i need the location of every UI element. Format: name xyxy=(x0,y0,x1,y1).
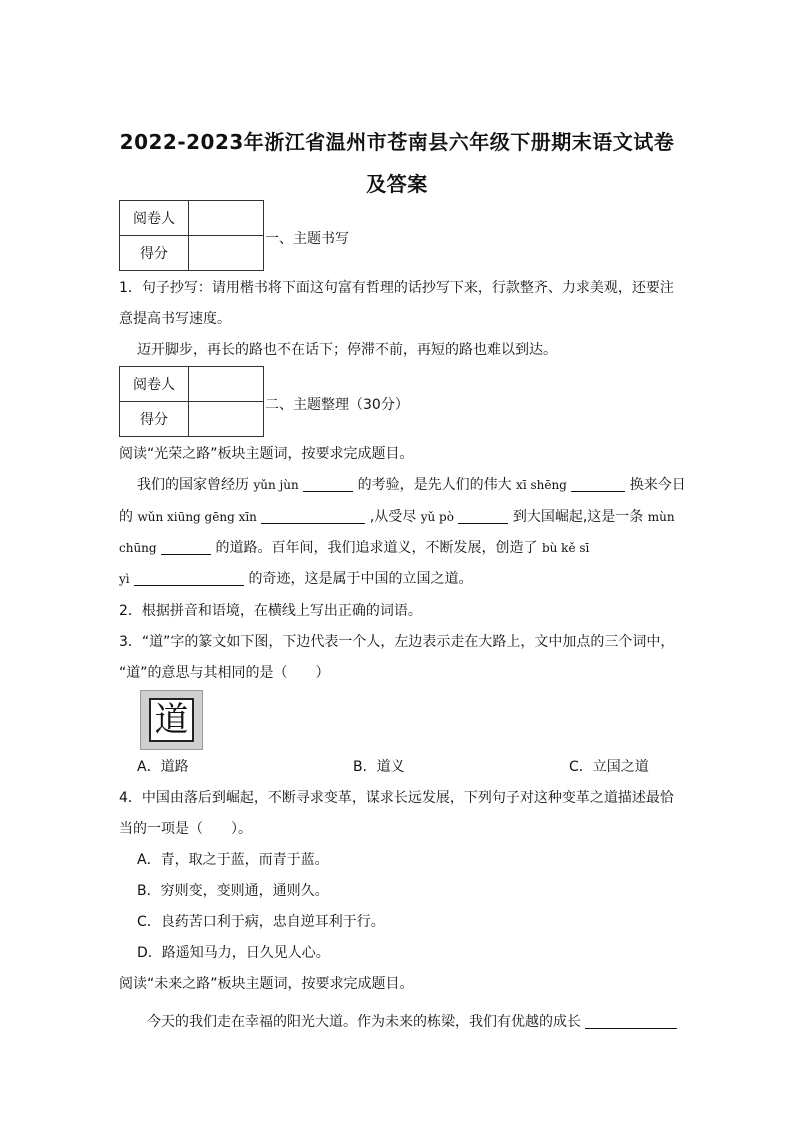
q3-option-c[interactable]: C．立国之道 xyxy=(569,759,649,775)
passage-line-4 xyxy=(119,564,679,595)
q4-option-d[interactable]: D．路遥知马力，日久见人心。 xyxy=(137,945,330,961)
reading-intro-2: 阅读“未来之路”板块主题词，按要求完成题目。 xyxy=(119,976,414,992)
score-label: 得分 xyxy=(120,236,189,271)
passage-text: 的 xyxy=(119,509,133,525)
reviewer-cell xyxy=(189,201,264,236)
passage-text: ,从受尽 xyxy=(369,509,417,525)
pinyin-3: wǔn xiūng gēng xīn xyxy=(137,510,257,524)
score-label: 得分 xyxy=(120,402,189,437)
passage-text: 换来今日 xyxy=(629,477,686,493)
passage-text: 的考验，是先人们的伟大 xyxy=(357,477,512,493)
passage-text: 的奇迹，这是属于中国的立国之道。 xyxy=(248,571,473,587)
question-3-line-2: “道”的意思与其相同的是（ ） xyxy=(119,665,330,681)
score-cell xyxy=(189,402,264,437)
seal-character: 道 xyxy=(149,698,194,742)
section-heading-2: 二、主题整理（30分） xyxy=(265,397,409,413)
copy-quote: 迈开脚步，再长的路也不在话下；停滞不前，再短的路也难以到达。 xyxy=(137,342,557,358)
pinyin-6: bù kě sī xyxy=(541,541,590,555)
exam-title-line-2: 及答案 xyxy=(366,172,428,196)
reviewer-label: 阅卷人 xyxy=(120,201,189,236)
pinyin-6-cont: yì xyxy=(119,572,130,586)
answer-blank-7[interactable] xyxy=(585,1012,677,1029)
question-3-line-1: 3．“道”字的篆文如下图，下边代表一个人，左边表示走在大路上，文中加点的三个词中， xyxy=(119,634,675,650)
reviewer-label: 阅卷人 xyxy=(120,367,189,402)
question-4-line-2: 当的一项是（ ）。 xyxy=(119,821,252,837)
question-4-line-1: 4．中国由落后到崛起，不断寻求变革，谋求长远发展，下列句子对这种变革之道描述最恰 xyxy=(119,790,674,806)
grader-table-1 xyxy=(119,200,264,271)
answer-blank-1[interactable] xyxy=(303,475,353,492)
passage-line-3 xyxy=(119,533,679,564)
answer-blank-2[interactable] xyxy=(571,475,625,492)
q4-option-a[interactable]: A．青，取之于蓝，而青于蓝。 xyxy=(137,852,329,868)
passage-text: 到大国崛起,这是一条 xyxy=(512,509,644,525)
question-2: 2．根据拼音和语境，在横线上写出正确的词语。 xyxy=(119,603,422,619)
score-cell xyxy=(189,236,264,271)
answer-blank-6[interactable] xyxy=(134,569,244,586)
pinyin-5: mùn xyxy=(647,510,675,524)
reviewer-cell xyxy=(189,367,264,402)
passage-text: 今天的我们走在幸福的阳光大道。作为未来的栋梁，我们有优越的成长 xyxy=(147,1014,581,1030)
q4-option-c[interactable]: C．良药苦口利于病，忠自逆耳利于行。 xyxy=(137,914,385,930)
pinyin-2: xī shēng xyxy=(516,478,567,492)
seal-script-image xyxy=(140,690,203,750)
passage-line-2 xyxy=(119,502,679,533)
question-1-line-2: 意提高书写速度。 xyxy=(119,311,231,327)
q3-option-b[interactable]: B．道义 xyxy=(353,759,405,775)
section-heading-1: 一、主题书写 xyxy=(265,231,349,247)
pinyin-5-cont: chūng xyxy=(119,541,157,555)
q4-option-b[interactable]: B．穷则变，变则通，通则久。 xyxy=(137,883,329,899)
grader-table-2 xyxy=(119,366,264,437)
passage-text: 我们的国家曾经历 xyxy=(137,477,249,493)
pinyin-1: yǔn jùn xyxy=(253,478,299,492)
passage-text: 的道路。百年间，我们追求道义，不断发展，创造了 xyxy=(215,540,538,556)
answer-blank-4[interactable] xyxy=(458,507,508,524)
q3-option-a[interactable]: A．道路 xyxy=(137,759,189,775)
exam-title-line-1: 2022-2023年浙江省温州市苍南县六年级下册期末语文试卷 xyxy=(119,130,675,154)
future-passage-line xyxy=(147,1007,707,1038)
reading-intro-1: 阅读“光荣之路”板块主题词，按要求完成题目。 xyxy=(119,446,414,462)
passage-line-1 xyxy=(137,470,697,501)
answer-blank-5[interactable] xyxy=(161,538,211,555)
answer-blank-3[interactable] xyxy=(261,507,365,524)
pinyin-4: yǔ pò xyxy=(420,510,454,524)
question-1-line-1: 1．句子抄写：请用楷书将下面这句富有哲理的话抄写下来，行款整齐、力求美观，还要注 xyxy=(119,280,674,296)
